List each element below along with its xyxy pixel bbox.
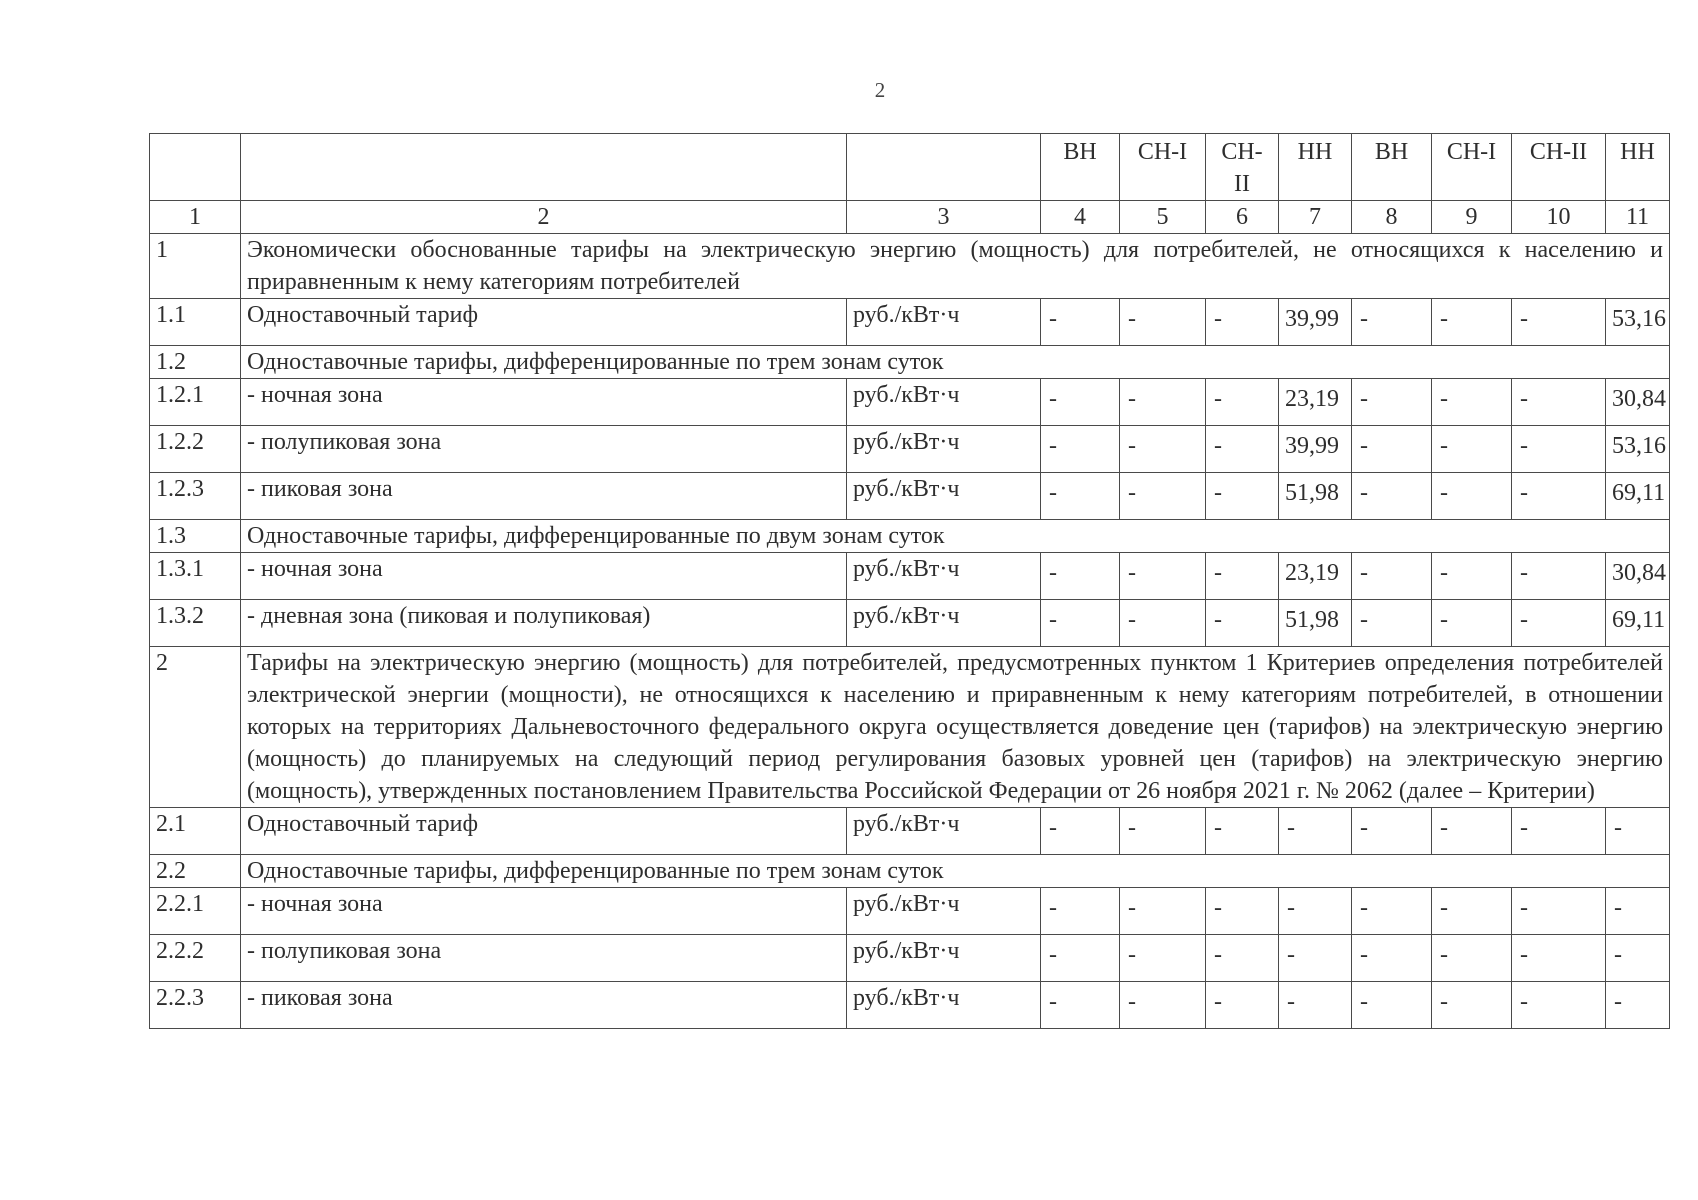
unit-cell: руб./кВт·ч [847,299,1041,346]
tariff-value: - [1432,379,1512,426]
header-voltage-cell: НН [1279,134,1352,201]
subsection-title: Одноставочные тарифы, дифференцированные по трем зонам суток [241,855,1670,888]
tariff-value: - [1432,935,1512,982]
header-voltage-cell: СН-I [1120,134,1206,201]
tariff-value: - [1041,553,1120,600]
tariff-value: - [1120,379,1206,426]
tariff-value: 51,98 [1279,600,1352,647]
tariff-value: 39,99 [1279,426,1352,473]
tariff-value: - [1352,808,1432,855]
tariff-value: - [1606,935,1670,982]
tariff-value: - [1041,299,1120,346]
subsection-title: Одноставочные тарифы, дифференцированные по трем зонам суток [241,346,1670,379]
tariff-name: Одноставочный тариф [241,808,847,855]
tariff-value: - [1352,982,1432,1029]
tariff-value: - [1041,379,1120,426]
unit-cell: руб./кВт·ч [847,426,1041,473]
tariff-name: - полупиковая зона [241,935,847,982]
section-row [150,234,1670,299]
tariff-value: - [1206,808,1279,855]
header-cell-empty [241,134,847,201]
tariff-value: - [1041,600,1120,647]
unit-cell: руб./кВт·ч [847,379,1041,426]
tariff-name: - ночная зона [241,379,847,426]
column-number-cell: 5 [1120,201,1206,234]
section-title: Тарифы на электрическую энергию (мощность) для потребителей, предусмотренных пунктом 1 Критериев определения потребителей электрической энергии (мощности), не относящихся к населению и приравненным к нему категориям потребителей, в отношении которых на территориях Дальневосточного федерального округа осуществляется доведение цен (тарифов) на электрическую энергию (мощность) до планируемых на следующий период регулирования базовых уровней цен (тарифов) на электрическую энергию (мощность), утвержденных постановлением Правительства Российской Федерации от 26 ноября 2021 г. № 2062 (далее – Критерии) [241,647,1670,808]
tariff-value: - [1279,888,1352,935]
tariff-row [150,379,1670,426]
column-number-cell: 6 [1206,201,1279,234]
unit-cell: руб./кВт·ч [847,553,1041,600]
tariff-value: - [1120,600,1206,647]
tariff-value: - [1512,553,1606,600]
header-voltage-cell: НН [1606,134,1670,201]
tariff-value: 23,19 [1279,553,1352,600]
tariff-value: - [1432,553,1512,600]
tariff-value: - [1120,935,1206,982]
tariff-value: - [1041,808,1120,855]
tariff-value: - [1512,888,1606,935]
header-row [150,134,1670,201]
tariff-value: - [1352,473,1432,520]
tariff-value: - [1606,982,1670,1029]
unit-cell: руб./кВт·ч [847,808,1041,855]
tariff-value: 30,84 [1606,553,1670,600]
tariff-value: - [1120,553,1206,600]
column-number-cell: 2 [241,201,847,234]
tariff-value: - [1120,299,1206,346]
tariff-row [150,982,1670,1029]
unit-cell: руб./кВт·ч [847,600,1041,647]
tariff-table [149,133,1670,1029]
tariff-value: - [1041,888,1120,935]
row-number: 1.2.1 [150,379,241,426]
tariff-name: - полупиковая зона [241,426,847,473]
column-number-cell: 1 [150,201,241,234]
row-number: 2.2.2 [150,935,241,982]
column-number-cell: 10 [1512,201,1606,234]
header-voltage-cell: ВН [1041,134,1120,201]
header-cell-empty [847,134,1041,201]
header-cell-empty [150,134,241,201]
tariff-value: - [1206,600,1279,647]
tariff-name: - ночная зона [241,888,847,935]
column-number-row [150,201,1670,234]
tariff-value: - [1512,473,1606,520]
tariff-value: - [1279,935,1352,982]
tariff-value: - [1512,808,1606,855]
tariff-value: - [1120,808,1206,855]
tariff-value: 69,11 [1606,600,1670,647]
subsection-row [150,346,1670,379]
tariff-value: - [1432,299,1512,346]
unit-cell: руб./кВт·ч [847,888,1041,935]
tariff-value: - [1352,888,1432,935]
subsection-row [150,520,1670,553]
unit-cell: руб./кВт·ч [847,935,1041,982]
column-number-cell: 11 [1606,201,1670,234]
unit-cell: руб./кВт·ч [847,473,1041,520]
tariff-value: - [1432,982,1512,1029]
tariff-row [150,600,1670,647]
tariff-value: - [1432,888,1512,935]
tariff-row [150,473,1670,520]
tariff-value: - [1606,888,1670,935]
section-title: Экономически обоснованные тарифы на электрическую энергию (мощность) для потребителей, не относящихся к населению и приравненным к нему категориям потребителей [241,234,1670,299]
row-number: 2.1 [150,808,241,855]
subsection-title: Одноставочные тарифы, дифференцированные по двум зонам суток [241,520,1670,553]
tariff-value: - [1432,473,1512,520]
tariff-row [150,553,1670,600]
tariff-value: - [1206,473,1279,520]
tariff-value: - [1606,808,1670,855]
tariff-value: - [1206,299,1279,346]
section-row [150,647,1670,808]
tariff-value: - [1120,473,1206,520]
tariff-value: - [1432,600,1512,647]
tariff-value: 30,84 [1606,379,1670,426]
row-number: 1.3 [150,520,241,553]
tariff-value: 69,11 [1606,473,1670,520]
tariff-value: - [1206,379,1279,426]
tariff-value: - [1041,982,1120,1029]
row-number: 2.2.1 [150,888,241,935]
row-number: 2.2.3 [150,982,241,1029]
tariff-value: - [1352,600,1432,647]
tariff-row [150,299,1670,346]
tariff-value: - [1352,553,1432,600]
tariff-value: - [1206,553,1279,600]
row-number: 1.2.3 [150,473,241,520]
row-number: 1.1 [150,299,241,346]
tariff-value: - [1041,935,1120,982]
tariff-row [150,808,1670,855]
subsection-row [150,855,1670,888]
tariff-value: - [1206,888,1279,935]
tariff-value: - [1352,299,1432,346]
page-number: 2 [874,78,886,102]
tariff-value: - [1120,888,1206,935]
tariff-name: - дневная зона (пиковая и полупиковая) [241,600,847,647]
header-voltage-cell: СН-I [1432,134,1512,201]
row-number: 1.3.1 [150,553,241,600]
row-number: 1.2.2 [150,426,241,473]
tariff-value: - [1352,935,1432,982]
tariff-row [150,426,1670,473]
row-number: 2.2 [150,855,241,888]
tariff-value: - [1279,808,1352,855]
column-number-cell: 4 [1041,201,1120,234]
tariff-value: - [1512,379,1606,426]
tariff-row [150,888,1670,935]
header-voltage-cell: СН-II [1512,134,1606,201]
row-number: 2 [150,647,241,808]
tariff-value: - [1041,473,1120,520]
tariff-name: Одноставочный тариф [241,299,847,346]
tariff-value: 39,99 [1279,299,1352,346]
tariff-value: - [1512,982,1606,1029]
tariff-value: 53,16 [1606,299,1670,346]
tariff-value: - [1432,808,1512,855]
tariff-name: - ночная зона [241,553,847,600]
unit-cell: руб./кВт·ч [847,982,1041,1029]
tariff-value: - [1512,935,1606,982]
tariff-value: - [1512,299,1606,346]
tariff-value: - [1279,982,1352,1029]
tariff-value: - [1041,426,1120,473]
tariff-value: - [1120,426,1206,473]
tariff-name: - пиковая зона [241,982,847,1029]
row-number: 1.2 [150,346,241,379]
tariff-value: 23,19 [1279,379,1352,426]
tariff-value: 51,98 [1279,473,1352,520]
tariff-row [150,935,1670,982]
tariff-value: - [1120,982,1206,1029]
tariff-value: - [1352,379,1432,426]
row-number: 1 [150,234,241,299]
tariff-value: - [1352,426,1432,473]
column-number-cell: 7 [1279,201,1352,234]
column-number-cell: 9 [1432,201,1512,234]
tariff-value: - [1206,935,1279,982]
tariff-name: - пиковая зона [241,473,847,520]
tariff-value: - [1512,426,1606,473]
tariff-value: - [1206,982,1279,1029]
tariff-value: - [1206,426,1279,473]
header-voltage-cell: ВН [1352,134,1432,201]
column-number-cell: 3 [847,201,1041,234]
row-number: 1.3.2 [150,600,241,647]
column-number-cell: 8 [1352,201,1432,234]
tariff-value: - [1512,600,1606,647]
header-voltage-cell: СН- II [1206,134,1279,201]
tariff-value: - [1432,426,1512,473]
tariff-value: 53,16 [1606,426,1670,473]
